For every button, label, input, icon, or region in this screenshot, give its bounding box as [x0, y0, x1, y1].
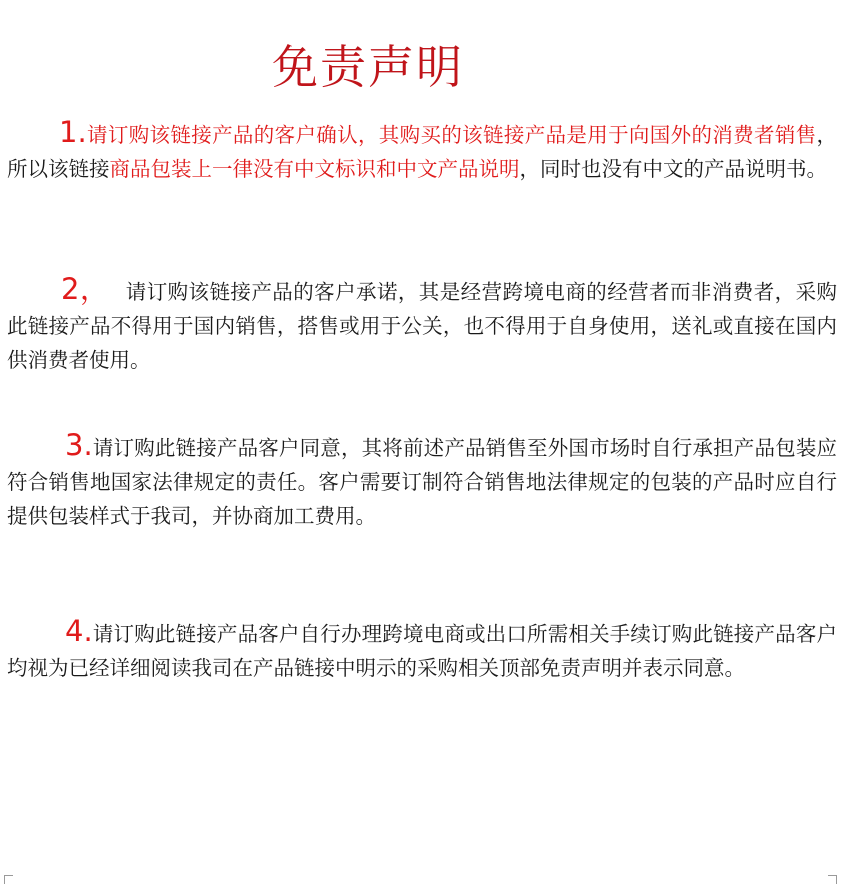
clause-2: [7, 272, 837, 377]
clause-3-text: 请订购此链接产品客户同意，其将前述产品销售至外国市场时自行承担产品包装应符合销售地国家法律规定的责任。客户需要订制符合销售地法律规定的包装的产品时应自行提供包装样式于我司，并协商加工费用。: [7, 436, 837, 528]
clause-2-text: 请订购该链接产品的客户承诺，其是经营跨境电商的经营者而非消费者，采购此链接产品不得用于国内销售，搭售或用于公关，也不得用于自身使用，送礼或直接在国内供消费者使用。: [7, 280, 838, 372]
clause-2-number: 2，: [61, 272, 110, 306]
page-corner-mark-right: [828, 875, 837, 884]
clause-1: [7, 115, 837, 186]
clause-4: [7, 614, 837, 685]
clause-4-text: 请订购此链接产品客户自行办理跨境电商或出口所需相关手续订购此链接产品客户均视为已经详细阅读我司在产品链接中明示的采购相关顶部免责声明并表示同意。: [7, 622, 837, 680]
clause-4-number: 4.: [65, 614, 93, 648]
cropped-previous-text: [500, 0, 730, 2]
clause-1-red-mid: 商品包装上一律没有中文标识和中文产品说明: [109, 157, 520, 181]
clause-1-text-b: ，同时也没有中文的产品说明书。: [519, 157, 827, 181]
clause-3: [7, 428, 837, 533]
page-corner-mark-left: [4, 875, 13, 884]
clause-1-red-lead: 请订购该链接产品的客户确认，其购买的该链接产品是用于向国外的消费者销售: [86, 123, 817, 147]
clause-1-number: 1.: [59, 115, 87, 149]
document-title: 免责声明: [272, 40, 464, 94]
clause-3-number: 3.: [65, 428, 93, 462]
clause-1-text-a: ，所以该链接: [7, 123, 837, 181]
